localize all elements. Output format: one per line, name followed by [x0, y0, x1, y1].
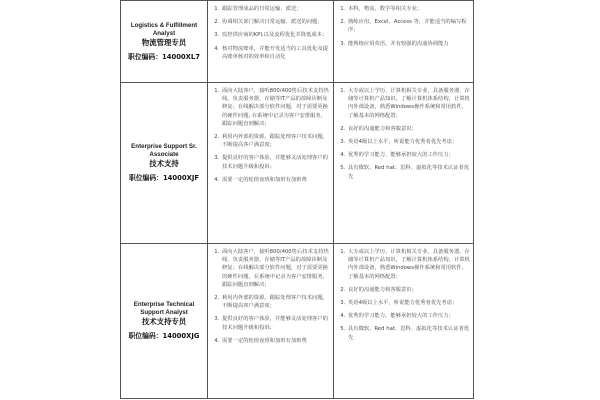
requirements-list: [334, 244, 473, 344]
list-item: 3. 监控供应商的KPI,以及流程优化并降低成本；: [221, 31, 330, 39]
table-row: [121, 83, 474, 244]
duties-list: [208, 1, 333, 63]
list-item: 1. 本科，物流、数学等相关专业；: [347, 5, 470, 13]
list-item: 1. 面向大陆客户，接听800/400售后技术支持热线，负责服务器、存储等IT产品的故障诊断及修复；在线解决部分软件问题，对于需要更换的硬件问题，在系统中记录为客户安排服务，跟踪问题直到解决；: [221, 248, 330, 289]
position-title-cell: [121, 83, 208, 244]
position-title-zh: 技术支持专员: [141, 317, 187, 326]
list-item: 3. 英语4级以上水平，听说能力优秀者优先考虑；: [347, 138, 470, 146]
requirements-cell: [334, 1, 474, 83]
list-item: 5. 具有微软、Red hat、思科、虚拟化等技术认证者优先: [347, 164, 470, 180]
position-title-en: Logistics & Fulfillment Analyst: [130, 21, 198, 37]
list-item: 1. 跟踪管理成品的日常运输、派送；: [221, 5, 330, 13]
position-title-zh: 物流管理专员: [141, 37, 187, 47]
position-title-en: Enterprise Technical Support Analyst: [133, 301, 195, 316]
list-item: 4. 优秀的学习能力，能够承担较大的工作压力；: [347, 151, 470, 159]
position-title-cell: [121, 244, 208, 399]
requirements-cell: [334, 83, 474, 244]
duties-cell: [208, 244, 334, 399]
job-positions-table: [120, 0, 474, 399]
position-code: 职位编码：14000XJF: [128, 174, 200, 182]
requirements-cell: [334, 244, 474, 399]
position-title-zh: 技术支持: [149, 159, 179, 168]
table-row: [121, 244, 474, 399]
position-code: 职位编码：14000XL7: [128, 52, 200, 61]
duties-list: [208, 83, 333, 186]
list-item: 2. 良好的沟通能力和客服意识；: [347, 286, 470, 294]
list-item: 2. 熟练应用，Excel、Access 等，并能适当的编写程序；: [347, 18, 470, 34]
position-code: 职位编码：14000XJG: [128, 332, 200, 340]
requirements-list: [334, 83, 473, 183]
position-title-cell: [121, 1, 208, 83]
list-item: 2. 利用内外部的资源，跟踪处理客户技术问题，不断提高客户满意度；: [221, 133, 330, 149]
list-item: 4. 需要一定的轮值夜班和加班有加班费: [221, 337, 330, 345]
duties-cell: [208, 83, 334, 244]
list-item: 3. 提供良好的客户体验，并能够灵活处理客户的技术问题升级和投诉；: [221, 315, 330, 331]
list-item: 4. 核对物流账单，并能开发适当的工具优化及提高账单核对的效率和自动化: [221, 45, 330, 61]
list-item: 1. 大专或以上学历，计算机相关专业，具备服务器、存储等计算机产品知识，了解计算机体系结构，计算机内外部设备，熟悉Windows操作系统和常用软件，了解基本的网络配置；: [347, 87, 470, 120]
requirements-list: [334, 1, 473, 50]
list-item: 3. 英语4级以上水平，听说能力优秀者优先考虑；: [347, 299, 470, 307]
list-item: 2. 良好的沟通能力和客服意识；: [347, 125, 470, 133]
duties-cell: [208, 1, 334, 83]
list-item: 2. 利用内外部的资源，跟踪处理客户技术问题，不断提高客户满意度；: [221, 294, 330, 310]
duties-list: [208, 244, 333, 347]
list-item: 3. 提供良好的客户体验，并能够灵活处理客户的技术问题升级和投诉；: [221, 154, 330, 170]
position-title-en: Enterprise Support Sr. Associate: [131, 143, 197, 158]
list-item: 1. 大专或以上学历，计算机相关专业，具备服务器、存储等计算机产品知识，了解计算机体系结构，计算机内外部设备，熟悉Windows操作系统和常用软件，了解基本的网络配置；: [347, 248, 470, 281]
list-item: 5. 具有微软、Red hat、思科、虚拟化等技术认证者优先: [347, 325, 470, 341]
list-item: 4. 需要一定的轮值夜班和加班有加班费: [221, 176, 330, 184]
job-table-sheet: [120, 0, 473, 400]
list-item: 4. 优秀的学习能力，能够承担较大的工作压力；: [347, 312, 470, 320]
list-item: 2. 协调相关部门解决日常运输、派送的问题；: [221, 18, 330, 26]
list-item: 1. 面向大陆客户，接听800/400售后技术支持热线，负责服务器、存储等IT产品的故障诊断及修复；在线解决部分软件问题，对于需要更换的硬件问题, 在系统中记录为客户安排服务，跟踪问题直到解决；: [221, 87, 330, 128]
table-row: [121, 1, 474, 83]
list-item: 3. 能熟练应用英语，并有较强的沟通协调能力: [347, 40, 470, 48]
